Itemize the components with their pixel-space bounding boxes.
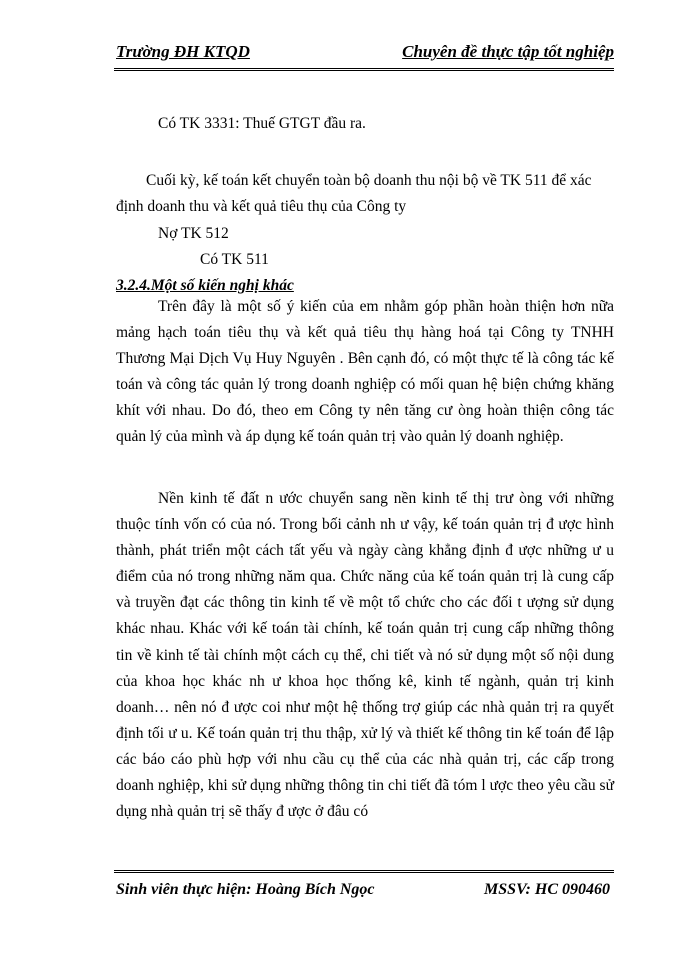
paragraph-2: Nền kinh tế đất n ước chuyển sang nền kinh tế thị trư òng với những thuộc tính vốn có của nó. Trong bối cảnh nh ư vậy, kế toán quản trị đ ược hình thành, phát triển một cách tất yếu và ngày càng khẳng định đ ược những ư u điểm của nó trong những năm qua. Chức năng của kế toán quản trị là cung cấp và truyền đạt các thông tin kinh tế về một tổ chức cho các đối t ượng sử dụng khác nhau. Khác với kế toán tài chính, kế toán quản trị cung cấp những thông tin về kinh tế tài chính một cách cụ thể, chi tiết và nó sử dụng một số nội dung của khoa học khác nh ư khoa học thống kê, kinh tế ngành, quản trị kinh doanh… nên nó đ ược coi như một hệ thống trợ giúp các nhà quản trị ra quyết định tối ư u. Kế toán quản trị thu thập, xử lý và thiết kế thông tin kế toán để lập các báo cáo phù hợp với nhu cầu cụ thể của các nhà quản trị, các cấp trong doanh nghiệp, khi sử dụng những thông tin chi tiết đã tóm l ược theo yêu cầu sử dụng nhà quản trị sẽ thấy đ ược ở đâu có — [116, 490, 614, 821]
page-footer — [114, 870, 614, 907]
header-title: Chuyên đề thực tập tốt nghiệp — [402, 42, 614, 61]
section-heading: 3.2.4.Một số kiến nghị khác — [116, 277, 294, 294]
header-school: Trường ĐH KTQD — [116, 42, 250, 61]
body-line-4: Nợ TK 512 — [158, 225, 229, 242]
body-line-2: Cuối kỳ, kế toán kết chuyển toàn bộ doanh thu nội bộ về TK 511 để xác — [146, 172, 592, 189]
body-line-5: Có TK 511 — [200, 251, 269, 268]
footer-student-id: MSSV: HC 090460 — [484, 881, 610, 898]
page-header — [114, 38, 614, 71]
body-line-1: Có TK 3331: Thuế GTGT đầu ra. — [158, 115, 366, 132]
footer-student: Sinh viên thực hiện: Hoàng Bích Ngọc — [116, 881, 375, 898]
paragraph-1: Trên đây là một số ý kiến của em nhằm góp phần hoàn thiện hơn nữa mảng hạch toán tiêu thụ và kết quả tiêu thụ hàng hoá tại Công ty TNHH Thương Mại Dịch Vụ Huy Nguyên . Bên cạnh đó, có một thực tế là công tác kế toán và công tác quản lý trong doanh nghiệp có mối quan hệ biện chứng khăng khít với nhau. Do đó, theo em Công ty nên tăng cư òng hoàn thiện công tác quản lý của mình và áp dụng kế toán quản trị vào quản lý doanh nghiệp. — [116, 298, 614, 446]
body-line-3: định doanh thu và kết quả tiêu thụ của Công ty — [116, 198, 407, 215]
